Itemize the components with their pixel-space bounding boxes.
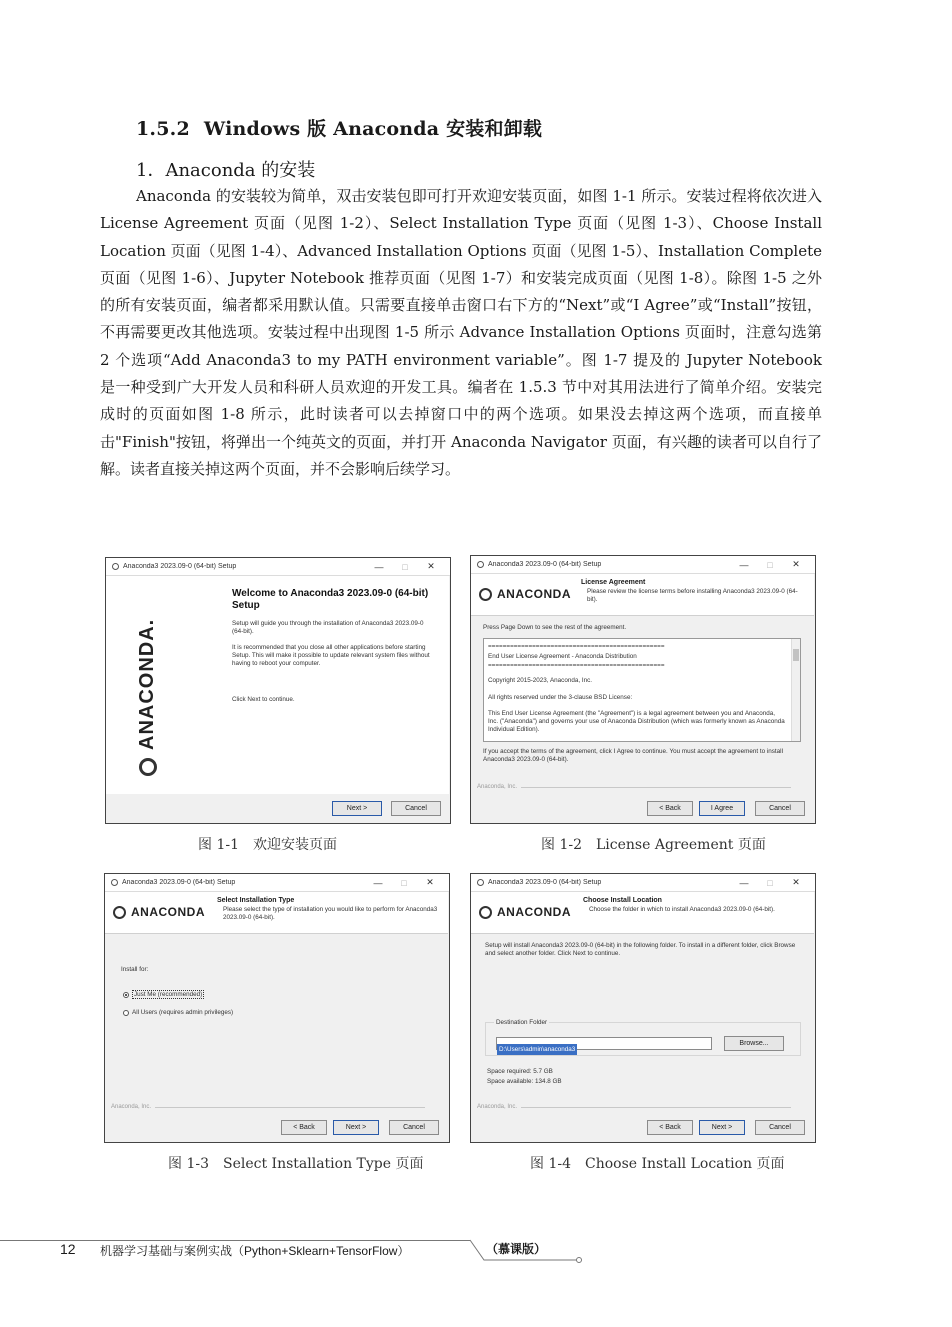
- welcome-p2: It is recommended that you close all other applications before starting Setup. This will make it possible to update relevant system files without having to reboot your computer.: [232, 644, 430, 667]
- book-edition: （慕课版）: [486, 1242, 547, 1256]
- maximize-icon[interactable]: □: [401, 877, 407, 888]
- footer-brand-text: Anaconda, Inc.: [477, 1104, 518, 1110]
- footer-brand: [477, 1104, 791, 1110]
- destination-input[interactable]: [496, 1037, 712, 1053]
- footer-brand-rule: [521, 787, 791, 788]
- close-icon[interactable]: ✕: [426, 877, 434, 887]
- option-all-users[interactable]: [123, 1009, 233, 1016]
- section-number: 1.5.2: [136, 118, 190, 140]
- titlebar: [471, 556, 815, 574]
- window-title: Anaconda3 2023.09-0 (64-bit) Setup: [122, 879, 236, 886]
- titlebar: [471, 874, 815, 892]
- radio-selected-icon[interactable]: [123, 992, 129, 998]
- header-panel: [105, 892, 448, 934]
- license-stars-bottom: ================================================: [488, 662, 665, 669]
- book-title: 机器学习基础与案例实战（Python+Sklearn+TensorFlow）: [100, 1244, 410, 1258]
- option-all-users-label: All Users (requires admin privileges): [132, 1009, 234, 1016]
- subsection-heading: 1．Anaconda 的安装: [136, 160, 316, 181]
- close-icon[interactable]: ✕: [427, 561, 435, 571]
- anaconda-ring-icon: [479, 588, 492, 601]
- minimize-icon[interactable]: —: [739, 877, 749, 888]
- header-title: License Agreement: [581, 579, 646, 586]
- license-eula-title: End User License Agreement - Anaconda Distribution: [488, 653, 637, 660]
- figure-1-3-window: [104, 873, 450, 1143]
- back-button[interactable]: < Back: [647, 801, 693, 816]
- space-required: Space required: 5.7 GB: [487, 1068, 553, 1075]
- agree-button[interactable]: I Agree: [699, 801, 745, 816]
- body-paragraph: Anaconda 的安装较为简单，双击安装包即可打开欢迎安装页面，如图 1-1 所示。安装过程将依次进入 License Agreement 页面（见图 1-2）、Select Installation Type 页面（见图 1-3）、Choose Install Location 页面（见图 1-4）、Advanced Installation Options 页面（见图 1-5）、Installation Complete 页面（见图 1-6）、Jupyter Notebook 推荐页面（见图 1-7）和安装完成页面（见图 1-8）。除图 1-5 之外的所有安装页面，编者都采用默认值。只需要直接单击窗口右下方的“Next”或“I Agree”或“Install”按钮，不再需要更改其他选项。安装过程中出现图 1-5 所示 Advance Installation Options 页面时，注意勾选第 2 个选项“Add Anaconda3 to my PATH environment variable”。图 1-7 提及的 Jupyter Notebook 是一种受到广大开发人员和科研人员欢迎的开发工具。编者在 1.5.3 节中对其用法进行了简单介绍。安装完成时的页面如图 1-8 所示，此时读者可以去掉窗口中的两个选项。如果没去掉这两个选项，而直接单击"Finish"按钮，将弹出一个纯英文的页面，并打开 Anaconda Navigator 页面，有兴趣的读者可以自行了解。读者直接关掉这两个页面，并不会影响后续学习。: [100, 187, 822, 478]
- cancel-button[interactable]: Cancel: [755, 801, 805, 816]
- figure-1-4-caption: 图 1-4 Choose Install Location 页面: [530, 1156, 785, 1172]
- radio-icon[interactable]: [123, 1010, 129, 1016]
- footer-brand-text: Anaconda, Inc.: [111, 1104, 152, 1110]
- install-for-label: Install for:: [121, 966, 149, 973]
- figure-1-2-window: [470, 555, 816, 824]
- figure-1-1-window: [105, 557, 451, 824]
- anaconda-logo: [479, 587, 571, 601]
- anaconda-logo: [479, 905, 571, 919]
- back-button[interactable]: < Back: [281, 1120, 327, 1135]
- app-icon: [477, 561, 484, 568]
- next-button[interactable]: Next >: [332, 801, 382, 816]
- next-button[interactable]: Next >: [699, 1120, 745, 1135]
- app-icon: [477, 879, 484, 886]
- header-subtitle: Please select the type of installation you would like to perform for Anaconda3 2023.09-0 (64-bit).: [223, 906, 438, 921]
- maximize-icon[interactable]: □: [402, 561, 408, 572]
- footer-brand-rule: [155, 1107, 425, 1108]
- app-icon: [111, 879, 118, 886]
- header-subtitle: Choose the folder in which to install Anaconda3 2023.09-0 (64-bit).: [589, 906, 775, 913]
- license-rights: All rights reserved under the 3-clause BSD License:: [488, 694, 633, 701]
- option-just-me[interactable]: [123, 990, 233, 999]
- brand: ANACONDA: [497, 587, 571, 601]
- destination-label: Destination Folder: [496, 1019, 548, 1026]
- titlebar: [105, 874, 449, 892]
- license-scrollbar[interactable]: [791, 639, 800, 741]
- anaconda-ring-icon: [113, 906, 126, 919]
- close-icon[interactable]: ✕: [792, 559, 800, 569]
- accept-note: If you accept the terms of the agreement, click I Agree to continue. You must accept the agreement to install Anaconda3 2023.09-0 (64-bit).: [483, 748, 783, 763]
- scroll-thumb[interactable]: [793, 649, 799, 661]
- brand-vertical: ANACONDA.: [136, 618, 158, 750]
- option-just-me-label: Just Me (recommended): [134, 991, 203, 998]
- footer-brand: [111, 1104, 425, 1110]
- minimize-icon[interactable]: —: [739, 559, 749, 570]
- titlebar: [106, 558, 450, 576]
- figure-1-4-window: [470, 873, 816, 1143]
- welcome-p3: Click Next to continue.: [232, 696, 295, 703]
- page-number: 12: [60, 1241, 76, 1257]
- anaconda-logo: [113, 905, 205, 919]
- app-icon: [112, 563, 119, 570]
- figure-1-1-caption: 图 1-1 欢迎安装页面: [198, 837, 337, 853]
- header-title: Choose Install Location: [583, 897, 662, 904]
- section-title: Windows 版 Anaconda 安装和卸载: [203, 118, 543, 140]
- window-title: Anaconda3 2023.09-0 (64-bit) Setup: [488, 879, 602, 886]
- browse-button[interactable]: Browse...: [724, 1036, 784, 1051]
- license-stars-top: ================================================: [488, 643, 665, 650]
- license-body: This End User License Agreement (the "Agreement") is a legal agreement between you and Anaconda, Inc. ("Anaconda") and governs your use of Anaconda Distribution (which was formerly known as Anaconda Individual Edition).: [488, 710, 785, 733]
- header-panel: [471, 574, 814, 616]
- footer-brand: [477, 784, 791, 790]
- window-title: Anaconda3 2023.09-0 (64-bit) Setup: [488, 561, 602, 568]
- destination-group: [485, 1019, 801, 1056]
- figure-1-3-caption: 图 1-3 Select Installation Type 页面: [168, 1156, 424, 1172]
- cancel-button[interactable]: Cancel: [391, 801, 441, 816]
- destination-value: D:\Users\admin\anaconda3: [499, 1046, 576, 1053]
- brand: ANACONDA: [131, 905, 205, 919]
- cancel-button[interactable]: Cancel: [755, 1120, 805, 1135]
- header-panel: [471, 892, 814, 934]
- header-subtitle: Please review the license terms before installing Anaconda3 2023.09-0 (64-bit).: [587, 588, 798, 603]
- figure-1-2-caption: 图 1-2 License Agreement 页面: [541, 837, 766, 853]
- footer-brand-text: Anaconda, Inc.: [477, 784, 518, 790]
- section-heading: [136, 114, 542, 141]
- space-available: Space available: 134.8 GB: [487, 1078, 562, 1085]
- minimize-icon[interactable]: —: [373, 877, 383, 888]
- maximize-icon[interactable]: □: [767, 559, 773, 570]
- close-icon[interactable]: ✕: [792, 877, 800, 887]
- back-button[interactable]: < Back: [647, 1120, 693, 1135]
- anaconda-vertical-logo: [136, 619, 159, 776]
- minimize-icon[interactable]: —: [374, 561, 384, 572]
- license-copyright: Copyright 2015-2023, Anaconda, Inc.: [488, 677, 592, 684]
- header-title: Select Installation Type: [217, 897, 295, 904]
- footer-brand-rule: [521, 1107, 791, 1108]
- install-type-options: [123, 990, 233, 1026]
- license-text-box[interactable]: [483, 638, 801, 742]
- anaconda-ring-icon: [139, 758, 157, 776]
- anaconda-ring-icon: [479, 906, 492, 919]
- welcome-panel: [106, 576, 449, 794]
- cancel-button[interactable]: Cancel: [389, 1120, 439, 1135]
- brand: ANACONDA: [497, 905, 571, 919]
- instruction: Press Page Down to see the rest of the agreement.: [483, 624, 627, 631]
- location-intro: Setup will install Anaconda3 2023.09-0 (64-bit) in the following folder. To install in a different folder, click Browse and select another folder. Click Next to continue.: [485, 942, 796, 957]
- next-button[interactable]: Next >: [333, 1120, 379, 1135]
- welcome-heading: Welcome to Anaconda3 2023.09-0 (64-bit) Setup: [232, 588, 429, 611]
- window-title: Anaconda3 2023.09-0 (64-bit) Setup: [123, 563, 237, 570]
- welcome-p1: Setup will guide you through the installation of Anaconda3 2023.09-0 (64-bit).: [232, 620, 424, 635]
- maximize-icon[interactable]: □: [767, 877, 773, 888]
